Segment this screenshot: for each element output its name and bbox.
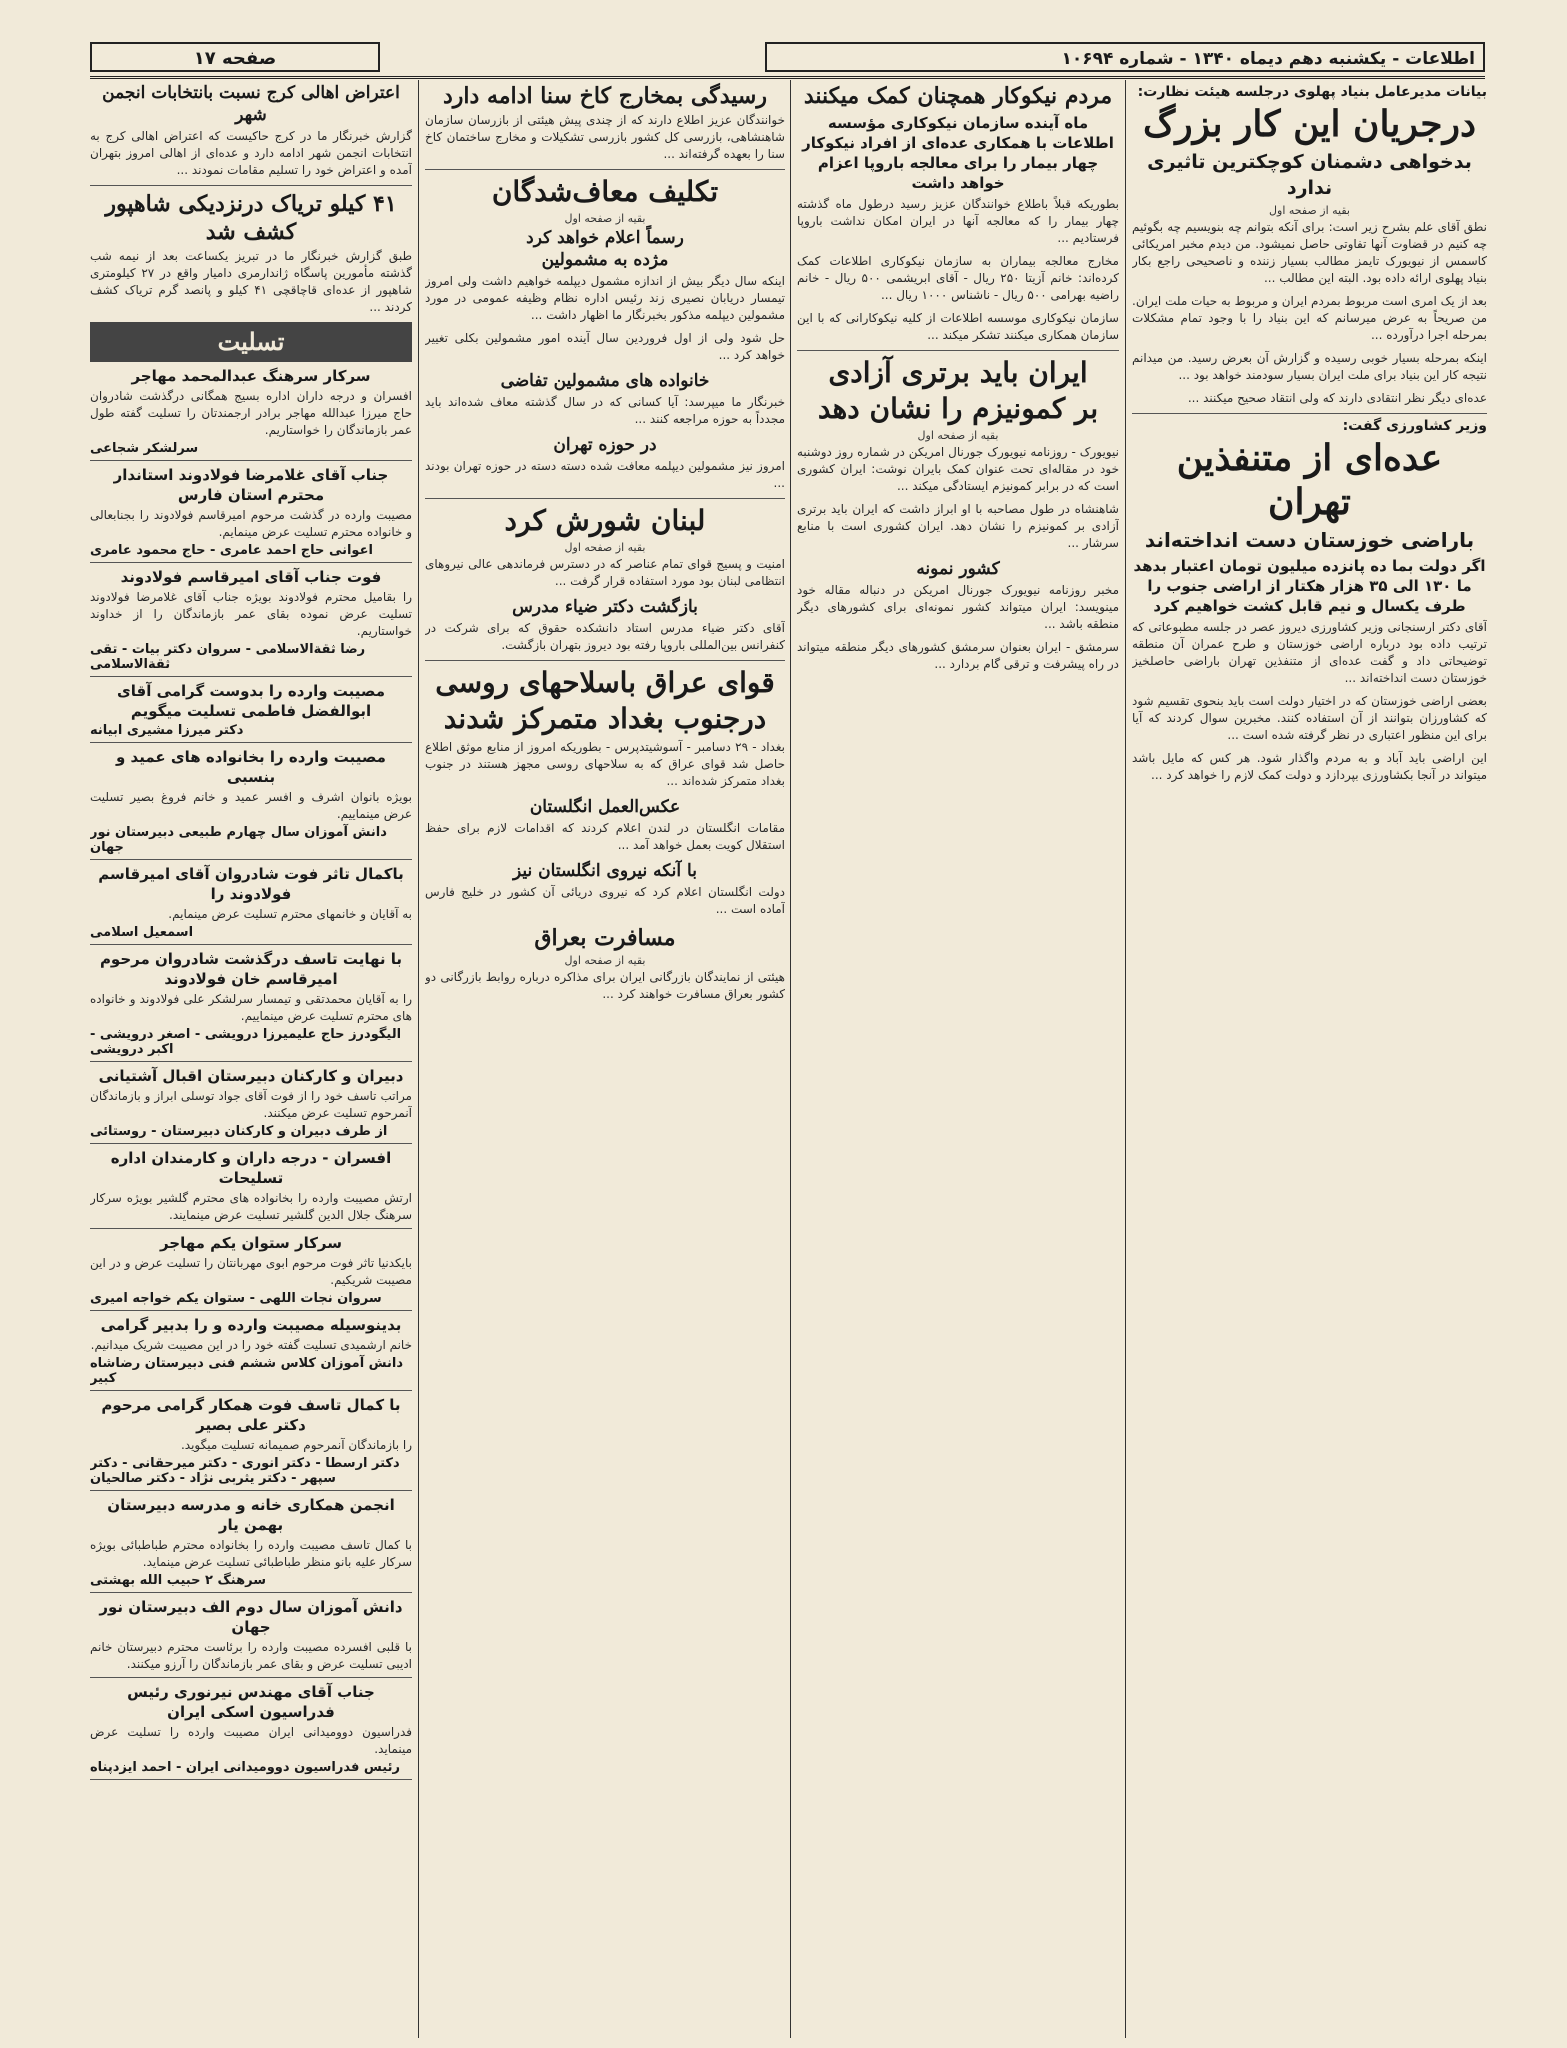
divider [90,1061,412,1062]
notice-recipient: جناب آقای مهندس نیرنوری رئیس فدراسیون اسکی ایران [127,1683,375,1721]
article-body: عده‌ای دیگر نظر انتقادی دارند که ولی انتقاد صحیح میکنند ... [1187,391,1487,405]
article-body: بعضی اراضی خوزستان که در اختیار دولت است باید بنحوی تقسیم شود که کشاورزان بتوانند از آن استفاده کنند. مخبرین سوال کردند که آیا برای این منظور اعتباری در نظر گرفته شده است ... [1132,694,1487,742]
notice-text: فدراسیون دوومیدانی ایران مصیبت وارده را تسلیت عرض مینماید. [90,1725,412,1756]
article-body: مخبر روزنامه نیویورک جورنال امریکن در دنباله مقاله خود مینویسد: ایران میتواند کشور نمونه‌ای برای کشورهای دیگر منطقه باشد ... [797,583,1119,631]
divider [90,944,412,945]
notice-signature: اعوانی حاج احمد عامری - حاج محمود عامری [90,543,373,558]
column-rule [418,80,419,2038]
issue-line: اطلاعات - یکشنبه دهم دیماه ۱۳۴۰ - شماره ۱۰۶۹۴ [765,42,1485,72]
notice-signature: از طرف دبیران و کارکنان دبیرستان - روستائی [90,1124,388,1139]
notice-recipient: سرکار سرهنگ عبدالمحمد مهاجر [131,367,371,385]
article-body: طبق گزارش خبرنگار ما در تبریز یکساعت بعد از نیمه شب گذشته مأمورین پاسگاه ژاندارمری دامیار واقع در ۲۷ کیلومتری شاهپور از عده‌ای قاچاقچی ۴۱ کیلو و پانصد گرم تریاک کشف کردند ... [90,249,412,314]
notice-text: مراتب تاسف خود را از فوت آقای جواد توسلی ابراز و بازماندگان آنمرحوم تسلیت عرض میکنند. [90,1089,412,1120]
notice-signature: سرلشکر شجاعی [90,441,199,456]
notice-text: با کمال تاسف مصیبت وارده را بخانواده محترم طباطبائی بویژه سرکار علیه بانو منظر طباطبائی تسلیت عرض مینماید. [90,1538,412,1569]
notice-recipient: مصیبت وارده را بخانواده های عمید و بنسبی [116,748,386,786]
notice-recipient: بدینوسیله مصیبت وارده و را بدبیر گرامی [100,1316,402,1334]
notice-text: به آقایان و خانمهای محترم تسلیت عرض مینمایم. [168,907,412,921]
subheading: با آنکه نیروی انگلستان نیز [513,861,697,881]
article-body: بغداد - ۲۹ دسامبر - آسوشیتدپرس - بطوریکه امروز از منابع موثق اطلاع حاصل شد قوای عراق که به سلاحهای روسی مجهز هستند در جنوب بغداد متمرکز شده‌اند ... [425,740,785,788]
notice-text: را بازماندگان آنمرحوم صمیمانه تسلیت میگوید. [180,1438,412,1452]
article-body: بطوریکه قبلاً باطلاع خوانندگان عزیز رسید درطول ماه گذشته چهار بیمار را که معالجه آنها در ایران امکان نداشت باروپا فرستادیم ... [797,197,1119,245]
column-4 [90,82,412,2038]
divider [797,350,1119,351]
headline: تکلیف معاف‌شدگان [491,175,719,208]
divider [90,1390,412,1391]
subheading: عکس‌العمل انگلستان [529,797,681,817]
notice-recipient: باکمال تاثر فوت شادروان آقای امیرقاسم فولادوند را [98,865,404,903]
headline: بر کمونیزم را نشان دهد [817,392,1099,425]
notice-signature: دکتر ارسطا - دکتر انوری - دکتر میرحقانی - دکتر سپهر - دکتر یثربی نژاد - دکتر صالحیان [90,1456,400,1486]
subheading: کشور نمونه [916,559,1000,579]
divider [1132,413,1487,414]
divider [425,169,785,170]
article-body: امروز نیز مشمولین دیپلمه معافت شده دسته دسته در حوزه تهران بودند ... [425,459,785,490]
condolence-notice [90,681,412,743]
condolence-notice [90,567,412,677]
divider [90,562,412,563]
notice-recipient: انجمن همکاری خانه و مدرسه دبیرستان بهمن یار [107,1496,395,1534]
condolence-notice [90,747,412,860]
continued-note: بقیه از صفحه اول [564,541,646,554]
divider [90,1228,412,1229]
notice-text: خانم ارشمیدی تسلیت گفته خود را در این مصیبت شریک میدانیم. [90,1338,412,1352]
notice-recipient: فوت جناب آقای امیرقاسم فولادوند [120,568,382,586]
notice-recipient: جناب آقای غلامرضا فولادوند استاندار محترم استان فارس [113,466,389,504]
article-body: هیئتی از نمایندگان بازرگانی ایران برای مذاکره درباره روابط بازرگانی دو کشور بعراق مسافرت خواهند کرد ... [425,970,785,1001]
column-rule [790,80,791,2038]
masthead [90,38,1485,79]
condolence-notice [90,1597,412,1678]
condolence-list [90,366,412,1780]
notice-recipient: سرکار ستوان یکم مهاجر [159,1234,343,1252]
article-body: آقای دکتر ضیاء مدرس استاد دانشکده حقوق که برای شرکت در کنفرانس بین‌المللی باروپا رفته بود دیروز بتهران بازگشت. [425,621,785,652]
condolence-notice [90,1233,412,1311]
notice-text: بایکدنیا تاثر فوت مرحوم ابوی مهربانتان را تسلیت عرض و در این مصیبت شریکیم. [90,1256,412,1287]
article-body: نیویورک - روزنامه نیویورک جورنال امریکن در شماره روز دوشنبه خود در مقاله‌ای تحت عنوان کمک بایران نوشت: ایران کشوری است که در برابر کمونیزم ایستادگی میکند ... [797,445,1119,493]
notice-text: افسران و درجه داران اداره بسیج همگانی درگذشت شادروان حاج میرزا عبدالله مهاجر برادر ارجمندتان را تسلیت گفته طول عمر بازماندگان را خواستاریم. [90,389,412,437]
notice-signature: رئیس فدراسیون دوومیدانی ایران - احمد ایزدپناه [90,1760,400,1775]
headline: لبنان شورش کرد [504,504,706,537]
article-body: سرمشق - ایران بعنوان سرمشق کشورهای دیگر منطقه میتواند در راه پیشرفت و ترقی گام بردارد ... [797,640,1119,671]
article-body: دولت انگلستان اعلام کرد که نیروی دریائی آن کشور در خلیج فارس آماده است ... [425,885,785,916]
condolence-notice [90,1066,412,1144]
notice-recipient: دانش آموزان سال دوم الف دبیرستان نور جهان [99,1598,403,1636]
divider [425,660,785,661]
column-2 [797,82,1119,2038]
headline: مردم نیکوکار همچنان کمک میکنند [803,83,1113,109]
divider [90,742,412,743]
article-body: نطق آقای علم بشرح زیر است: برای آنکه بتوانم چه بنویسیم چه بگوئیم چه کنیم در قضاوت آنها تفاوتی حاصل نمیشود. من دیدم مخبر امریکائی کاسمس از نیویورک تایمز مطالب بسیار زننده و ناصحیحی راجع بکار بنیاد پهلوی ارائه داده بود. البته این مطالب ... [1132,220,1487,285]
divider [90,1490,412,1491]
divider [90,1779,412,1780]
article-body: این اراضی باید آباد و به مردم واگذار شود. هر کس که مایل باشد میتواند در آنجا بکشاورزی بپردازد و دولت کمک لازم را خواهد کرد ... [1132,751,1487,782]
headline: رسیدگی بمخارج کاخ سنا ادامه دارد [442,83,767,109]
continued-note: بقیه از صفحه اول [1269,204,1350,217]
condolence-notice [90,366,412,461]
column-1 [1132,82,1487,2038]
deck: ماه آینده سازمان نیکوکاری مؤسسه اطلاعات با همکاری عده‌ای از افراد نیکوکار چهار بیمار را برای معالجه باروپا اعزام خواهد داشت [802,114,1114,192]
headline: ایران باید برتری آزادی [828,356,1088,389]
deck: بدخواهی دشمنان کوچکترین تاثیری ندارد [1147,151,1472,199]
condolence-notice [90,1395,412,1491]
article-body: بعد از یک امری است مربوط بمردم ایران و مربوط به حیات ملت ایران. من صریحاً به عرض میرسانم که این بنیاد را با وجود تمام مشکلات بمرحله اجرا درآورده ... [1132,294,1487,342]
deck: اگر دولت بما ده پانزده میلیون تومان اعتبار بدهد ما ۱۳۰ الی ۳۵ هزار هکتار از اراضی جنوب را طرف یکسال و نیم قابل کشت خواهیم کرد [1133,557,1486,615]
notice-signature: دانش آموزان کلاس ششم فنی دبیرستان رضاشاه کبیر [90,1356,404,1386]
headline: مسافرت بعراق [534,925,676,951]
notice-recipient: مصیبت وارده را بدوست گرامی آقای ابوالفضل فاطمی تسلیت میگویم [117,682,385,720]
notice-recipient: افسران - درجه داران و کارمندان اداره تسلیحات [110,1149,392,1187]
condolence-notice [90,949,412,1062]
divider [90,676,412,677]
headline: درجنوب بغداد متمرکز شدند [443,702,767,735]
divider [90,1677,412,1678]
article-body: مخارج معالجه بیماران به سازمان نیکوکاری اطلاعات کمک کرده‌اند: خانم آزیتا ۲۵۰ ریال - آقای ابریشمی ۵۰۰ ریال - خانم راضیه بهرامی ۵۰۰ ریال - ناشناس ۱۰۰۰ ریال ... [797,254,1119,302]
condolence-banner: تسلیت [90,322,412,362]
notice-signature: اسمعیل اسلامی [90,925,194,940]
article-body: سازمان نیکوکاری موسسه اطلاعات از کلیه نیکوکارانی که با این سازمان همکاری میکنند تشکر میکند ... [797,311,1119,342]
subheading: رسماً اعلام خواهد کرد [526,228,684,248]
condolence-notice [90,465,412,563]
notice-text: بویژه بانوان اشرف و افسر عمید و خانم فروغ بصیر تسلیت عرض مینماییم. [90,790,412,821]
headline: عده‌ای از متنفذین تهران [1176,437,1443,523]
notice-signature: دکتر میرزا مشیری ابیانه [90,723,244,738]
subheading: بازگشت دکتر ضیاء مدرس [512,597,698,617]
article-body: خبرنگار ما میپرسد: آیا کسانی که در سال گذشته معاف شده‌اند باید مجدداً به حوزه مراجعه کنند ... [425,395,785,426]
notice-text: را بقامیل محترم فولادوند بویژه جناب آقای غلامرضا فولادوند تسلیت عرض نموده بقای عمر بازماندگان را از خداوند خواستاریم. [90,590,412,638]
kicker: وزیر کشاورزی گفت: [1342,418,1487,434]
headline: ۴۱ کیلو تریاک درنزدیکی شاهپور کشف شد [105,191,397,245]
divider [90,859,412,860]
article-body: گزارش خبرنگار ما در کرج حاکیست که اعتراض اهالی کرج به انتخابات انجمن شهر ادامه دارد و عده‌ای از اهالی امروز بتهران آمده و اعتراض خود را تسلیم مقامات نمودند ... [90,129,412,177]
condolence-notice [90,1495,412,1593]
notice-signature: دانش آموزان سال چهارم طبیعی دبیرستان نور جهان [90,825,387,855]
headline: قوای عراق باسلاحهای روسی [435,666,775,699]
divider [90,185,412,186]
headline: اعتراض اهالی کرج نسبت بانتخابات انجمن شهر [102,83,400,125]
notice-text: با قلبی افسرده مصیبت وارده را برئاست محترم دبیرستان خانم ادیبی تسلیت عرض و بقای عمر بازماندگان را آرزو میکنند. [90,1640,412,1671]
divider [90,460,412,461]
article-body: اینکه بمرحله بسیار خوبی رسیده و گزارش آن بعرض رسید. من میدانم نتیجه کار این بنیاد برای ملت ایران بسیار سودمند خواهد بود ... [1132,351,1487,382]
subheading: در حوزه تهران [553,435,657,455]
headline: درجریان این کار بزرگ [1143,103,1476,145]
divider [90,1143,412,1144]
article-body: مقامات انگلستان در لندن اعلام کردند که اقدامات لازم برای حفظ استقلال کویت بعمل خواهد آمد ... [425,821,785,852]
divider [425,498,785,499]
condolence-notice [90,1682,412,1780]
continued-note: بقیه از صفحه اول [564,954,646,967]
article-body: حل شود ولی از اول فروردین سال آینده امور مشمولین بکلی تغییر خواهد کرد ... [425,331,785,362]
notice-signature: الیگودرز حاج علیمیرزا درویشی - اصغر درویشی - اکبر درویشی [90,1027,402,1057]
notice-text: مصیبت وارده در گذشت مرحوم امیرقاسم فولادوند را بجنابعالی و خانواده محترم تسلیت عرض مینمایم. [90,508,412,539]
condolence-notice [90,1315,412,1391]
notice-text: را به آقایان محمدتقی و تیمسار سرلشکر علی فولادوند و خانواده های محترم تسلیت عرض مینماییم. [90,992,412,1023]
subheading: مژده به مشمولین [541,250,669,270]
column-3 [425,82,785,2038]
continued-note: بقیه از صفحه اول [917,429,999,442]
article-body: شاهنشاه در طول مصاحبه با او ابراز داشت که ایران باید برتری آزادی بر کمونیزم را نشان دهد. ایران کشوری است با منابع سرشار ... [797,502,1119,550]
condolence-notice [90,864,412,945]
article-body: امنیت و پسیج قوای تمام عناصر که در دسترس فرماندهی عالی نیروهای انتظامی لبنان بود مورد استفاده قرار گرفت ... [425,557,785,588]
notice-recipient: با نهایت تاسف درگذشت شادروان مرحوم امیرقاسم خان فولادوند [99,950,403,988]
notice-recipient: با کمال تاسف فوت همکار گرامی مرحوم دکتر علی بصیر [101,1396,401,1434]
column-rule [1125,80,1126,2038]
notice-signature: سرهنگ ۲ حبیب الله بهشتی [90,1573,266,1588]
article-body: خوانندگان عزیز اطلاع دارند که از چندی پیش هیئتی از بازرسان سازمان شاهنشاهی، بازرسی کل کشور بازرسی تشکیلات و مخارج ساختمان کاخ سنا را بعهده گرفته‌اند ... [425,113,785,161]
page-number: صفحه ۱۷ [90,42,380,72]
notice-signature: سروان نجات اللهی - ستوان یکم خواجه امیری [90,1291,382,1306]
notice-signature: رضا ثقةالاسلامی - سروان دکتر بیات - تقی ثقةالاسلامی [90,642,366,672]
continued-note: بقیه از صفحه اول [564,212,646,225]
kicker: بیانات مدیرعامل بنیاد پهلوی درجلسه هیئت نظارت: [1137,84,1487,100]
condolence-notice [90,1148,412,1229]
notice-recipient: دبیران و کارکنان دبیرستان اقبال آشتیانی [98,1067,404,1085]
divider [90,1310,412,1311]
divider [90,1592,412,1593]
article-body: آقای دکتر ارسنجانی وزیر کشاورزی دیروز عصر در جلسه مطبوعاتی که ترتیب داده بود درباره اراضی خوزستان و طرح عمران آن منطقه توضیحاتی داد و گفت عده‌ای از متنفذین تهران باراضی حاصلخیز خوزستان دست انداخته‌اند ... [1132,620,1487,685]
notice-text: ارتش مصیبت وارده را بخانواده های محترم گلشیر بویژه سرکار سرهنگ جلال الدین گلشیر تسلیت عرض مینمایند. [90,1191,412,1222]
article-body: اینکه سال دیگر بیش از اندازه مشمول دیپلمه خواهیم داشت ولی امروز تیمسار دریابان نصیری زند رئیس اداره نظام وظیفه عمومی در مورد مشمولین دیپلمه مذکور بخبرنگار ما اظهار داشت ... [425,274,785,322]
subheading: خانواده های مشمولین تفاضی [500,371,710,391]
deck: باراضی خوزستان دست انداخته‌اند [1144,528,1475,552]
